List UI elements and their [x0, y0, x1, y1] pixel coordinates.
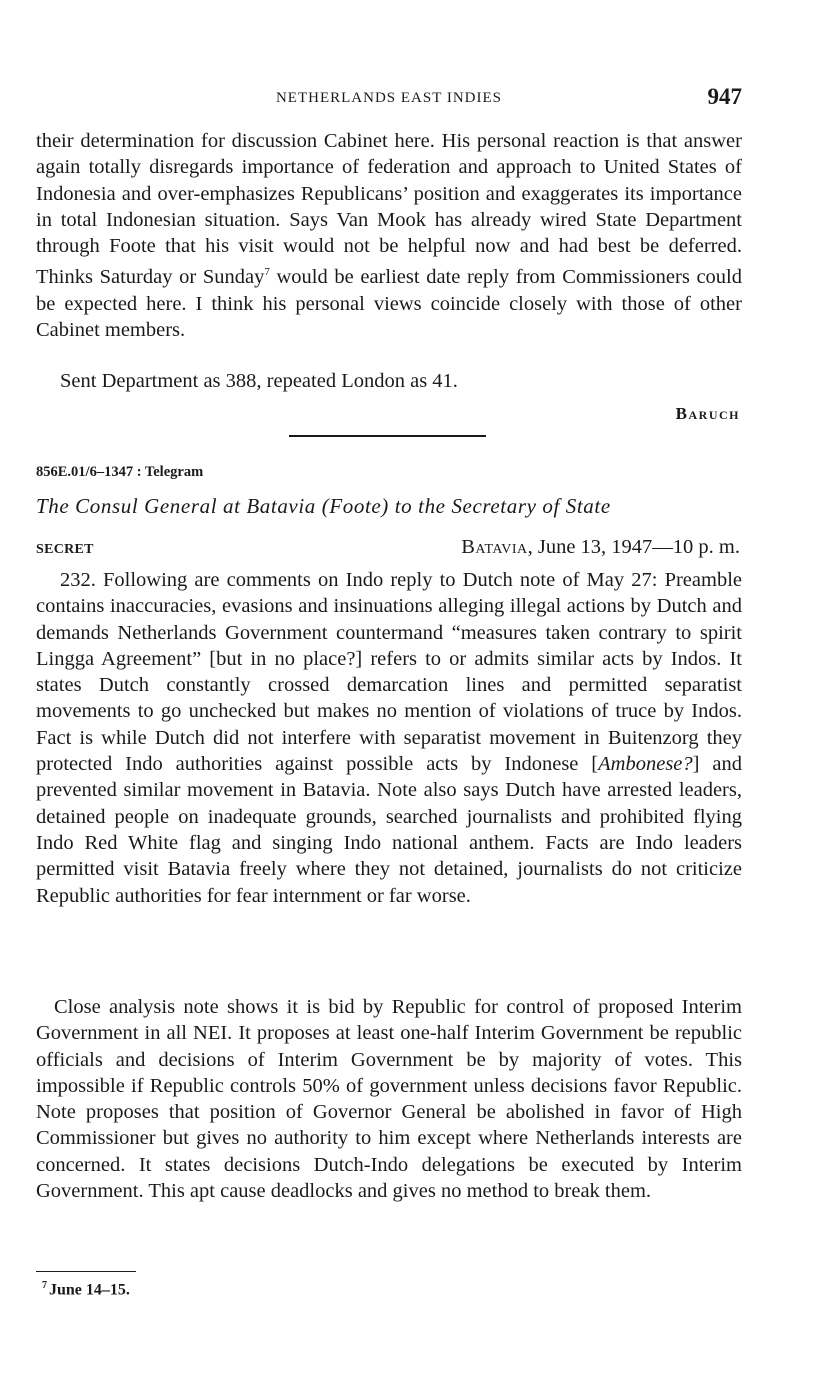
footnote-rule — [36, 1271, 136, 1272]
footnote-text: June 14–15. — [49, 1281, 130, 1299]
signature: Baruch — [675, 404, 740, 423]
running-head: NETHERLANDS EAST INDIES — [275, 90, 503, 106]
dateline — [461, 536, 740, 559]
transmission-note: Sent Department as 388, repeated London as 41. — [60, 370, 458, 392]
page-header — [36, 84, 742, 112]
document-title: The Consul General at Batavia (Foote) to the Secretary of State — [36, 494, 611, 518]
editorial-insertion: Ambonese? — [598, 753, 693, 776]
footnote-reference: 7 — [264, 266, 270, 279]
paragraph-text: 232. Following are comments on Indo reply to Dutch note of May 27: Preamble contains inaccuracies, evasions and insinuations alleging illegal actions by Dutch and demands Netherlands Government countermand “measures taken contrary to spirit Lingga Agreement” [but in no place?] refers to or admits similar acts by Indos. It states Dutch constantly crossed demarcation lines and permitted separatist movements to go unchecked but makes no mention of violations of truce by Indos. Fact is while Dutch did not interfere with separatist movement in Buitenzorg they protected Indo authorities against possible acts by Indonese [ — [36, 569, 742, 776]
page-number: 947 — [707, 84, 742, 109]
paragraph-text: their determination for discussion Cabinet here. His personal reaction is that answer again totally disregards importance of federation and approach to United States of Indonesia and over-emphasizes Republicans’ position and exaggerates its importance in total Indonesian situation. Says Van Mook has already wired State Department through Foote that his visit would not be helpful now and had best be deferred. Thinks Saturday or Sunday — [36, 130, 742, 289]
dateline-place: Batavia — [461, 536, 528, 558]
section-divider — [289, 435, 486, 437]
paragraph-text: would be earliest date reply from Commissioners could be expected here. I think his personal views coincide closely with those of other Cabinet members. — [36, 266, 742, 341]
file-reference: 856E.01/6–1347 : Telegram — [36, 464, 204, 480]
footnote-mark: 7 — [42, 1280, 47, 1291]
continued-paragraph — [36, 128, 742, 343]
paragraph-text: ] and prevented similar movement in Batavia. Note also says Dutch have arrested leaders, detained people on inadequate grounds, searched journalists and prohibited flying Indo Red White flag and singing Indo national anthem. Facts are Indo leaders permitted visit Batavia freely where they not detained, journalists do not criticize Republic authorities for fear internment or far worse. — [36, 753, 742, 907]
telegram-paragraph: Close analysis note shows it is bid by Republic for control of proposed Interim Government in all NEI. It proposes at least one-half Interim Government be republic officials and decisions of Interim Government be by majority of votes. This impossible if Republic controls 50% of government unless decisions favor Republic. Note proposes that position of Governor General be abolished in favor of High Commissioner but gives no authority to him except where Netherlands interests are concerned. It states decisions Dutch-Indo delegations be executed by Interim Government. This apt cause deadlocks and gives no method to break them. — [36, 996, 742, 1203]
telegram-paragraph — [36, 567, 742, 909]
book-page — [36, 0, 742, 1380]
dateline-date: , June 13, 1947—10 p. m. — [527, 536, 740, 558]
footnote — [42, 1280, 130, 1299]
classification-label: SECRET — [36, 542, 94, 557]
